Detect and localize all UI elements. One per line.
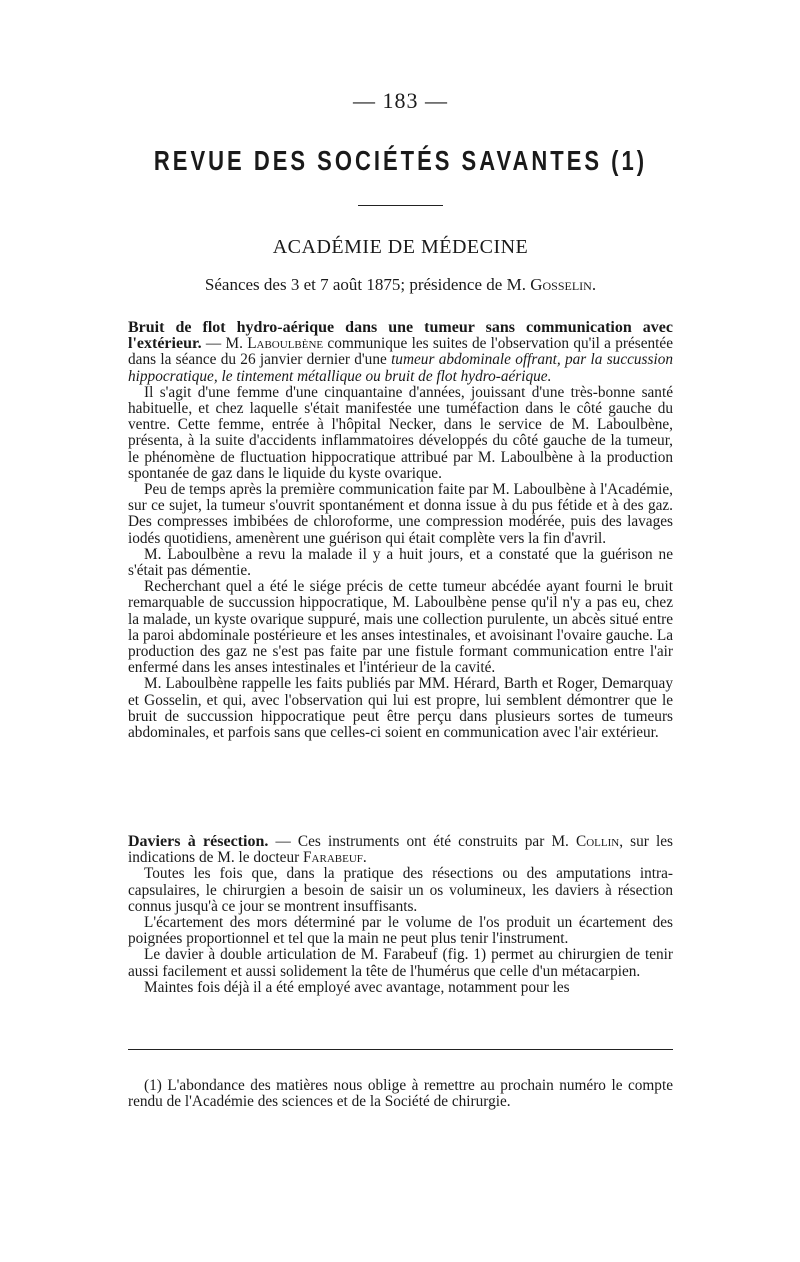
article-intro: Bruit de flot hydro-aérique dans une tumeur sans communication avec l'extérieur. — M. Laboulbène communique les suites de l'observation qu'il a présentée dans la séance du 26 janvier dernier d'une tumeur abdominale offrant, par la succussion hippocratique, le tintement métallique ou bruit de flot hydro-aérique. <box>128 319 673 385</box>
president-name: Gosselin <box>530 275 592 294</box>
journal-section-title: REVUE DES SOCIÉTÉS SAVANTES (1) <box>153 144 648 176</box>
footnote-divider <box>128 1049 673 1050</box>
doctor-name: Farabeuf <box>303 849 363 867</box>
article-intro: Daviers à résection. — Ces instruments ont été construits par M. Collin, sur les indications de M. le docteur Farabeuf. <box>128 833 673 867</box>
paragraph: Peu de temps après la première communication faite par M. Laboulbène à l'Académie, sur ce sujet, la tumeur s'ouvrit spontanément et donna issue à du pus fétide et à des gaz. Des compresses imbibées de chloroforme, une compression modérée, puis des lavages iodés quotidiens, amenèrent une guérison qui était complète vers la fin d'avril. <box>128 481 673 547</box>
article-heading: Daviers à résection. <box>128 833 269 850</box>
footnote <box>128 1078 673 1110</box>
paragraph: Recherchant quel a été le siége précis de cette tumeur abcédée ayant fourni le bruit remarquable de succussion hippocratique, M. Laboulbène pense qu'il n'y a pas eu, chez la malade, un kyste ovarique suppuré, mais une collection purulente, un abcès situé entre la paroi abdominale postérieure et les anses intestinales, et avoisinant l'ovaire gauche. La production des gaz ne s'est pas faite par une fistule formant communication entre l'air enfermé dans les anses intestinales et l'intérieur de la cavité. <box>128 578 673 677</box>
paragraph: Maintes fois déjà il a été employé avec avantage, notamment pour les <box>144 978 570 996</box>
society-heading: ACADÉMIE DE MÉDECINE <box>272 236 529 258</box>
paragraph: M. Laboulbène a revu la malade il y a huit jours, et a constaté que la guérison ne s'était pas démentie. <box>128 545 673 580</box>
session-line: Séances des 3 et 7 août 1875; présidence de M. Gosselin. <box>204 275 597 294</box>
paragraph: M. Laboulbène rappelle les faits publiés par MM. Hérard, Barth et Roger, Demarquay et Gosselin, et qui, avec l'observation qui lui est propre, lui semblent démontrer que le bruit de succussion hippocratique peut être perçu dans plusieurs sortes de tumeurs abdominales, et parfois sans que celles-ci soient en communication avec l'air extérieur. <box>128 675 673 742</box>
footnote-text: (1) L'abondance des matières nous oblige à remettre au prochain numéro le compte rendu de l'Académie des sciences et de la Société de chirurgie. <box>128 1077 673 1111</box>
title-divider <box>358 205 443 206</box>
case-title: tumeur abdominale offrant, par la succussion hippocratique, le tintement métallique ou bruit de flot hydro-aérique. <box>128 351 673 385</box>
paragraph: Toutes les fois que, dans la pratique des résections ou des amputations intra-capsulaires, le chirurgien a besoin de saisir un os volumineux, les daviers à résection connus jusqu'à ce jour se montrent insuffisants. <box>128 865 673 915</box>
paragraph: L'écartement des mors déterminé par le volume de l'os produit un écartement des poignées proportionnel et tel que la main ne peut plus tenir l'instrument. <box>128 914 673 948</box>
article-daviers <box>128 834 673 996</box>
paragraph: Il s'agit d'une femme d'une cinquantaine d'années, jouissant d'une très-bonne santé habituelle, et chez laquelle s'était manifestée une tuméfaction dans le côté gauche du ventre. Cette femme, entrée à l'hôpital Necker, dans le service de M. Laboulbène, présenta, à la suite d'accidents inflammatoires développés du côté gauche de la tumeur, le phénomène de fluctuation hippocratique attribué par M. Laboulbène à la production spontanée de gaz dans le liquide du kyste ovarique. <box>128 383 673 482</box>
author-name: Laboulbène <box>247 335 324 353</box>
article-bruit-de-flot <box>128 320 673 741</box>
article-heading: Bruit de flot hydro-aérique dans une tumeur sans communication avec l'extérieur. <box>128 319 673 353</box>
maker-name: Collin <box>576 833 620 850</box>
page-number: — 183 — <box>353 88 448 113</box>
paragraph: Le davier à double articulation de M. Farabeuf (fig. 1) permet au chirurgien de tenir aussi facilement et aussi solidement la tête de l'humérus que celle d'un métacarpien. <box>128 946 673 980</box>
